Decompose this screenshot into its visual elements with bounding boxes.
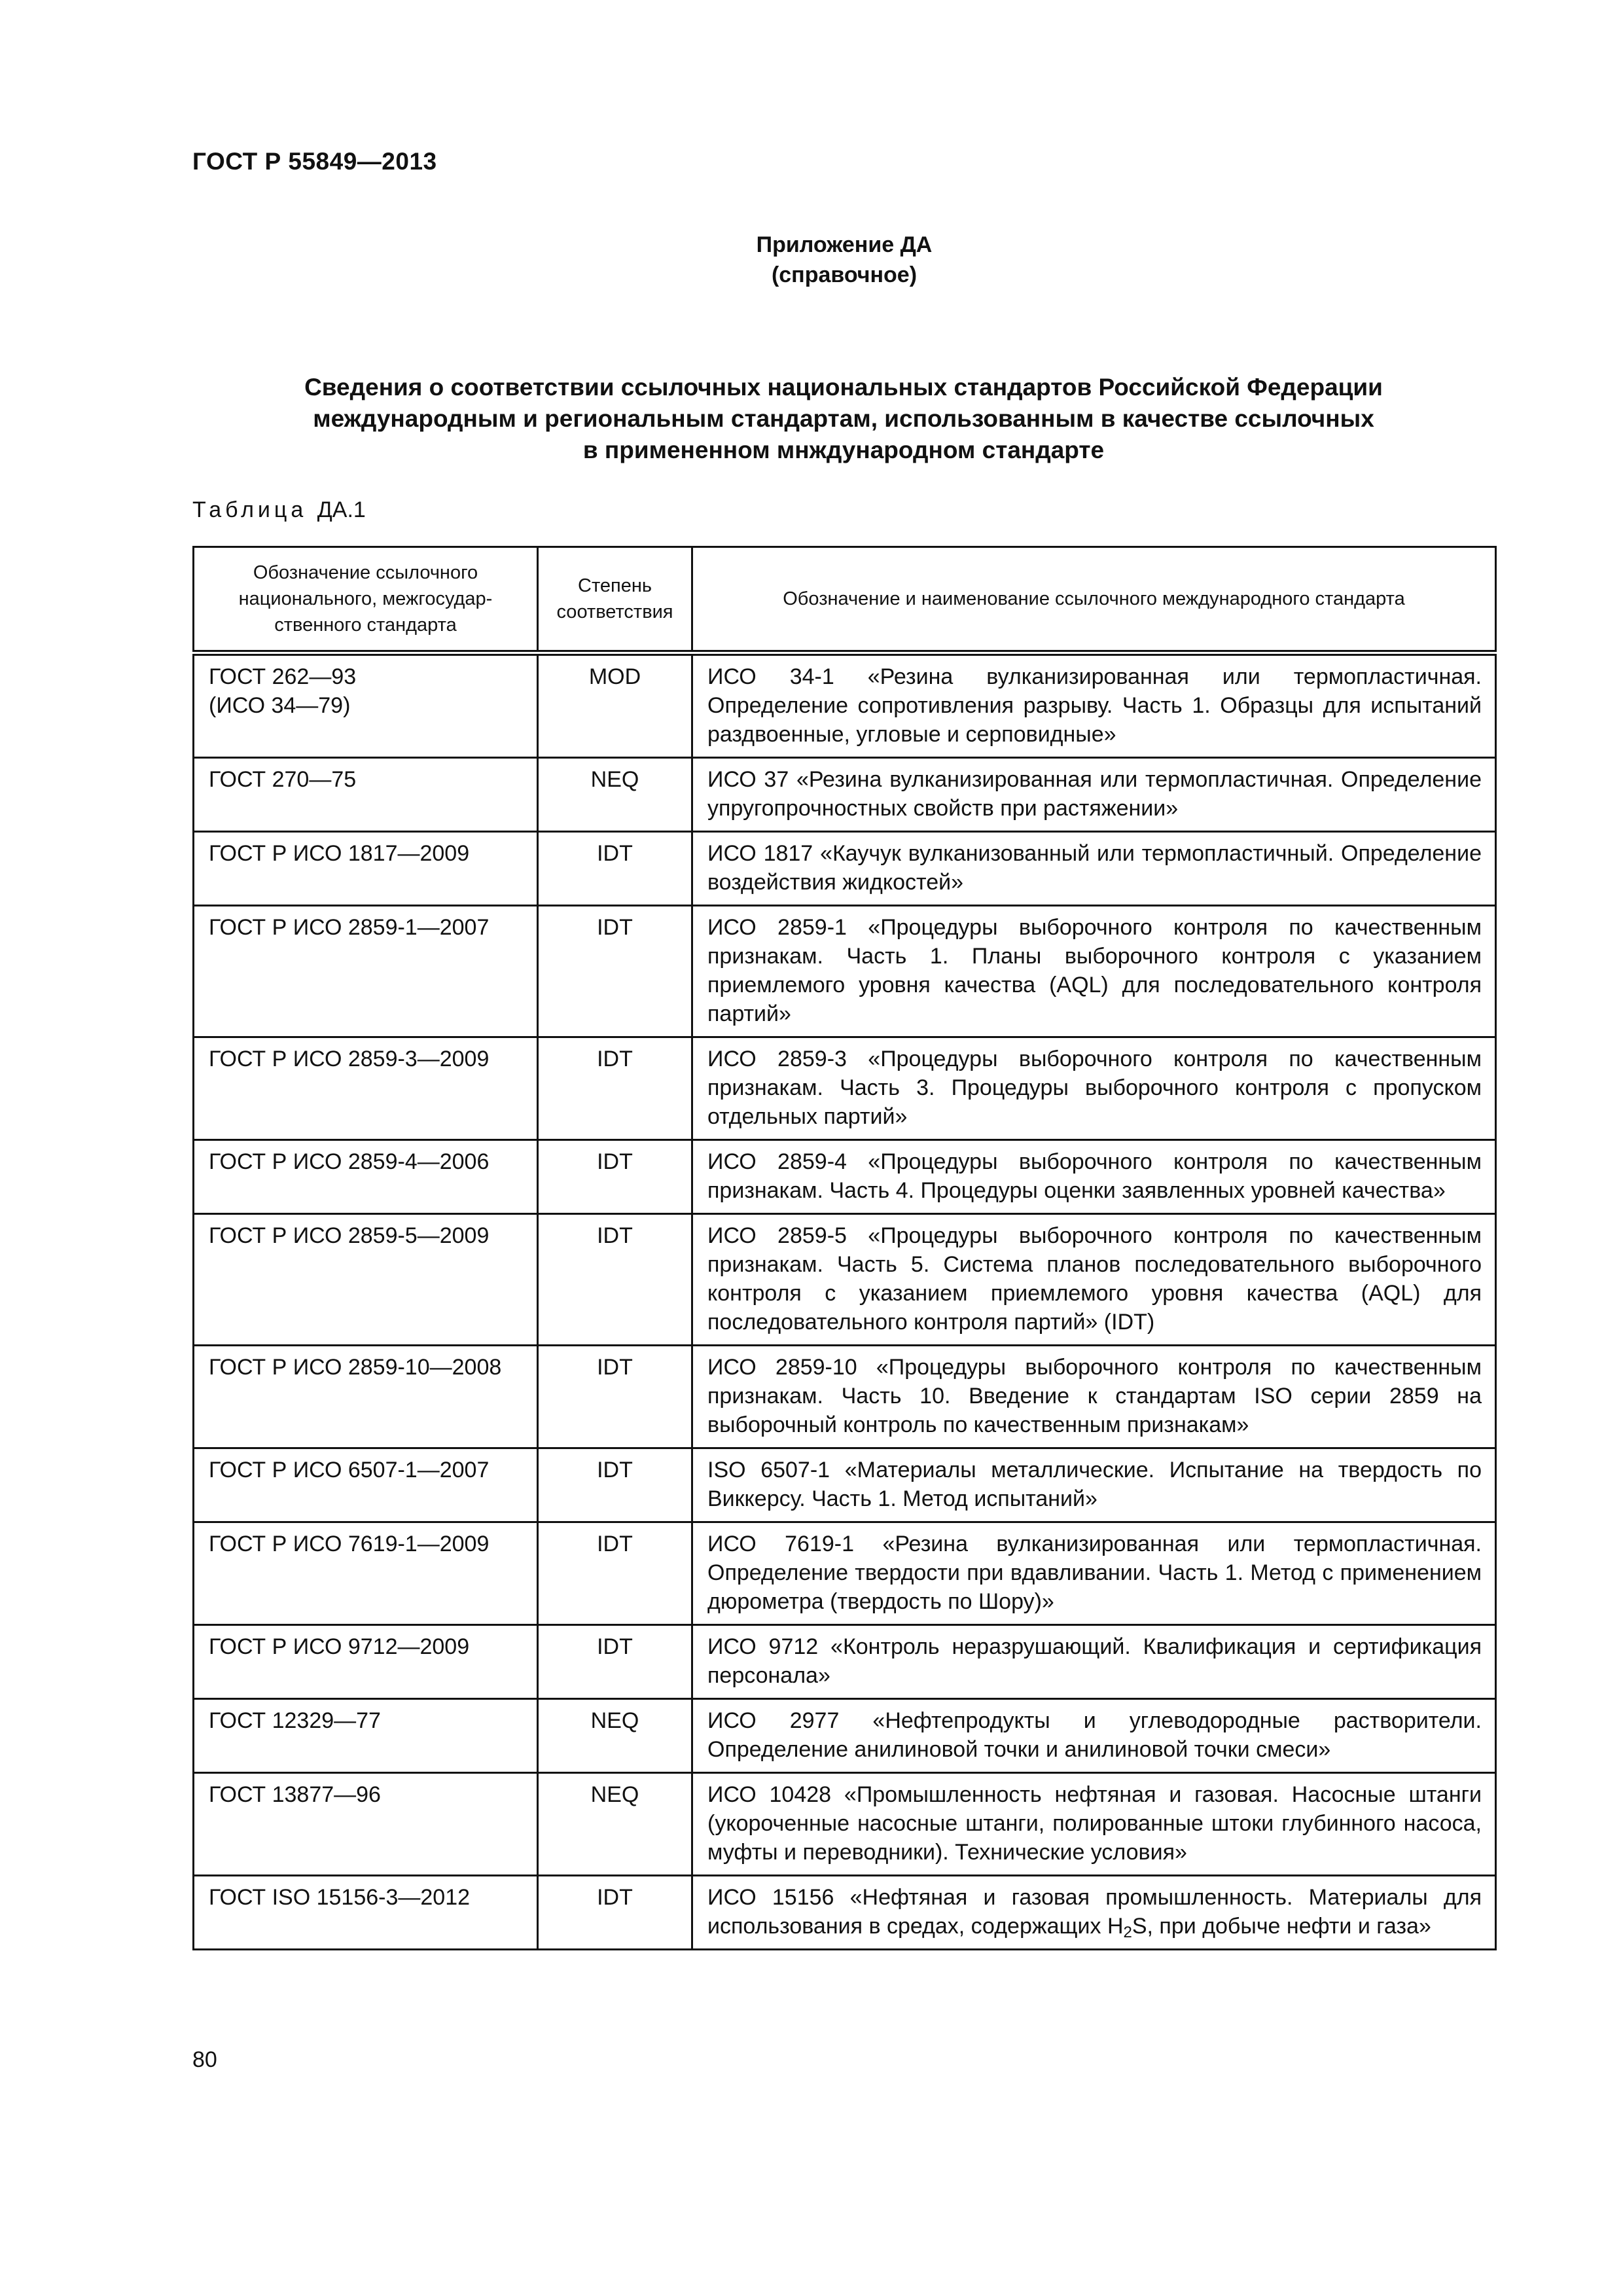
document-code: ГОСТ Р 55849—2013 xyxy=(192,148,437,175)
table-row xyxy=(194,832,1496,906)
international-standard-cell: ИСО 10428 «Промышленность нефтяная и газовая. Насосные штанги (укороченные насосные штанги, полированные штоки глубинного насоса, муфты и переводники). Технические условия» xyxy=(692,1773,1496,1876)
table-row xyxy=(194,1876,1496,1950)
table-row xyxy=(194,1214,1496,1346)
international-standard-cell xyxy=(692,1876,1496,1950)
national-standard-cell: ГОСТ 270—75 xyxy=(194,758,538,832)
national-standard-cell: ГОСТ Р ИСО 2859-1—2007 xyxy=(194,906,538,1037)
table-row xyxy=(194,1522,1496,1625)
international-standard-cell: ИСО 2977 «Нефтепродукты и углеводородные растворители. Определение анилиновой точки и анилиновой точки смеси» xyxy=(692,1699,1496,1773)
national-standard-cell: ГОСТ Р ИСО 1817—2009 xyxy=(194,832,538,906)
correspondence-table xyxy=(192,546,1497,1950)
column-header-degree xyxy=(538,547,692,653)
degree-cell: MOD xyxy=(538,653,692,758)
table-row xyxy=(194,1699,1496,1773)
international-standard-cell: ISO 6507-1 «Материалы металлические. Испытание на твердость по Виккерсу. Часть 1. Метод испытаний» xyxy=(692,1448,1496,1522)
degree-cell: NEQ xyxy=(538,1699,692,1773)
appendix-title: Приложение ДА xyxy=(756,232,933,257)
degree-cell: IDT xyxy=(538,1346,692,1448)
heading-line: в примененном мнждународном стандарте xyxy=(582,437,1105,463)
national-standard-cell: ГОСТ Р ИСО 7619-1—2009 xyxy=(194,1522,538,1625)
national-standard-note: (ИСО 34—79) xyxy=(209,693,351,718)
appendix-kind: (справочное) xyxy=(771,262,918,287)
column-header-line: соответствия xyxy=(556,601,673,622)
degree-cell: IDT xyxy=(538,1140,692,1214)
degree-cell: IDT xyxy=(538,906,692,1037)
international-standard-cell: ИСО 7619-1 «Резина вулканизированная или термопластичная. Определение твердости при вдавливании. Часть 1. Метод с применением дюрометра (твердость по Шору)» xyxy=(692,1522,1496,1625)
international-standard-cell: ИСО 2859-1 «Процедуры выборочного контроля по качественным признакам. Часть 1. Планы выборочного контроля с указанием приемлемого уровня качества (AQL) для последовательного контроля партий» xyxy=(692,906,1496,1037)
national-standard-cell: ГОСТ Р ИСО 9712—2009 xyxy=(194,1625,538,1699)
column-header-national xyxy=(194,547,538,653)
table-caption-number: ДА.1 xyxy=(317,497,366,522)
table-header-row xyxy=(194,547,1496,653)
column-header-line: национального, межгосудар- xyxy=(238,588,493,609)
international-standard-cell: ИСО 34-1 «Резина вулканизированная или термопластичная. Определение сопротивления разрыву. Часть 1. Образцы для испытаний раздвоенные, угловые и серповидные» xyxy=(692,653,1496,758)
table-row xyxy=(194,1448,1496,1522)
degree-cell: IDT xyxy=(538,1214,692,1346)
national-standard-cell xyxy=(194,653,538,758)
table-row xyxy=(194,1037,1496,1140)
table-row xyxy=(194,758,1496,832)
table-row xyxy=(194,906,1496,1037)
international-standard-cell: ИСО 2859-5 «Процедуры выборочного контроля по качественным признакам. Часть 5. Система планов последовательного выборочного контроля с указанием приемлемого уровня качества (AQL) для последовательного контроля партий» (IDT) xyxy=(692,1214,1496,1346)
international-standard-cell: ИСО 2859-3 «Процедуры выборочного контроля по качественным признакам. Часть 3. Процедуры выборочного контроля с пропуском отдельных партий» xyxy=(692,1037,1496,1140)
international-standard-cell: ИСО 37 «Резина вулканизированная или термопластичная. Определение упругопрочностных свойств при растяжении» xyxy=(692,758,1496,832)
national-standard-cell: ГОСТ ISO 15156-3—2012 xyxy=(194,1876,538,1950)
degree-cell: IDT xyxy=(538,1037,692,1140)
degree-cell: IDT xyxy=(538,832,692,906)
table-row xyxy=(194,653,1496,758)
national-standard-cell: ГОСТ Р ИСО 2859-3—2009 xyxy=(194,1037,538,1140)
international-standard-cell: ИСО 9712 «Контроль неразрушающий. Квалификация и сертификация персонала» xyxy=(692,1625,1496,1699)
national-standard-cell: ГОСТ Р ИСО 2859-4—2006 xyxy=(194,1140,538,1214)
table-caption xyxy=(192,497,366,523)
international-text: S, при добыче нефти и газа» xyxy=(1132,1914,1431,1939)
column-header-line: Обозначение ссылочного xyxy=(253,562,478,583)
heading-line: Сведения о соответствии ссылочных национальных стандартов Российской Федерации xyxy=(304,374,1383,401)
national-standard-cell: ГОСТ Р ИСО 2859-5—2009 xyxy=(194,1214,538,1346)
international-standard-cell: ИСО 2859-4 «Процедуры выборочного контроля по качественным признакам. Часть 4. Процедуры оценки заявленных уровней качества» xyxy=(692,1140,1496,1214)
table-caption-word: Таблица xyxy=(192,497,308,522)
international-standard-cell: ИСО 2859-10 «Процедуры выборочного контроля по качественным признакам. Часть 10. Введение к стандартам ISO серии 2859 на выборочный контроль по качественным признакам» xyxy=(692,1346,1496,1448)
degree-cell: NEQ xyxy=(538,1773,692,1876)
section-heading xyxy=(192,372,1495,466)
national-standard-cell: ГОСТ Р ИСО 2859-10—2008 xyxy=(194,1346,538,1448)
national-standard-cell: ГОСТ 13877—96 xyxy=(194,1773,538,1876)
international-text: ИСО 15156 «Нефтяная и газовая промышленность. Материалы для использования в средах, содержащих H xyxy=(707,1885,1482,1939)
table-row xyxy=(194,1773,1496,1876)
degree-cell: IDT xyxy=(538,1625,692,1699)
column-header-international xyxy=(692,547,1496,653)
degree-cell: IDT xyxy=(538,1448,692,1522)
page-number: 80 xyxy=(192,2047,217,2072)
table-row xyxy=(194,1140,1496,1214)
national-standard-cell: ГОСТ 12329—77 xyxy=(194,1699,538,1773)
column-header-line: Степень xyxy=(578,575,652,596)
table-row xyxy=(194,1346,1496,1448)
degree-cell: NEQ xyxy=(538,758,692,832)
degree-cell: IDT xyxy=(538,1876,692,1950)
subscript-2: 2 xyxy=(1123,1924,1132,1941)
national-standard: ГОСТ 262—93 xyxy=(209,664,357,689)
column-header-line: ственного стандарта xyxy=(274,615,457,636)
international-standard-cell: ИСО 1817 «Каучук вулканизованный или термопластичный. Определение воздействия жидкостей» xyxy=(692,832,1496,906)
national-standard-cell: ГОСТ Р ИСО 6507-1—2007 xyxy=(194,1448,538,1522)
heading-line: международным и региональным стандартам, использованным в качестве ссылочных xyxy=(313,405,1374,432)
degree-cell: IDT xyxy=(538,1522,692,1625)
table-row xyxy=(194,1625,1496,1699)
column-header-line: Обозначение и наименование ссылочного международного стандарта xyxy=(783,588,1405,609)
